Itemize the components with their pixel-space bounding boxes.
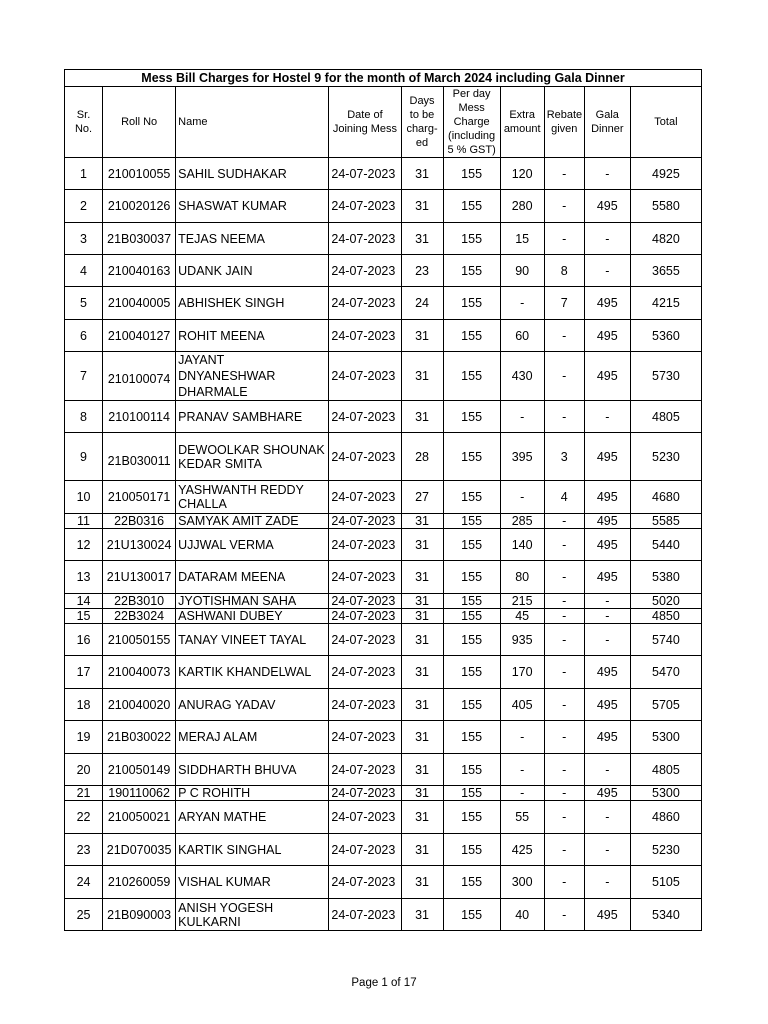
cell-doj: 24-07-2023	[329, 624, 401, 656]
cell-roll: 210040005	[103, 287, 176, 320]
table-row	[65, 401, 702, 433]
cell-total: 5740	[630, 624, 701, 656]
cell-total: 5020	[630, 594, 701, 609]
cell-roll: 210020126	[103, 190, 176, 223]
table-row	[65, 689, 702, 721]
cell-extra: 405	[500, 689, 544, 721]
cell-rebate: -	[544, 514, 584, 529]
mess-bill-table	[64, 69, 702, 931]
cell-sr: 5	[65, 287, 103, 320]
cell-gala: 495	[584, 689, 630, 721]
cell-total: 4820	[630, 223, 701, 255]
cell-roll: 210100114	[103, 401, 176, 433]
cell-name: PRANAV SAMBHARE	[176, 401, 329, 433]
cell-gala: 495	[584, 786, 630, 801]
cell-extra: 80	[500, 561, 544, 594]
cell-total: 5230	[630, 433, 701, 481]
table-row	[65, 223, 702, 255]
table-row	[65, 320, 702, 352]
cell-days: 31	[401, 656, 443, 689]
cell-roll: 210010055	[103, 158, 176, 190]
cell-roll: 210050021	[103, 801, 176, 834]
cell-extra: 120	[500, 158, 544, 190]
cell-rebate: -	[544, 624, 584, 656]
cell-name: KARTIK SINGHAL	[176, 834, 329, 866]
cell-sr: 16	[65, 624, 103, 656]
cell-doj: 24-07-2023	[329, 223, 401, 255]
cell-gala: -	[584, 594, 630, 609]
cell-name: VISHAL KUMAR	[176, 866, 329, 899]
cell-sr: 9	[65, 433, 103, 481]
cell-rebate: -	[544, 190, 584, 223]
table-body	[65, 158, 702, 931]
cell-roll: 210260059	[103, 866, 176, 899]
cell-sr: 24	[65, 866, 103, 899]
cell-gala: -	[584, 866, 630, 899]
cell-rebate: -	[544, 689, 584, 721]
cell-rebate: -	[544, 352, 584, 401]
cell-gala: -	[584, 158, 630, 190]
header-per-day-charge: Per day Mess Charge (including 5 % GST)	[443, 87, 500, 158]
cell-name: JYOTISHMAN SAHA	[176, 594, 329, 609]
cell-roll: 21B030011	[103, 433, 176, 481]
cell-name: SAMYAK AMIT ZADE	[176, 514, 329, 529]
cell-sr: 20	[65, 754, 103, 786]
cell-name: UJJWAL VERMA	[176, 529, 329, 561]
cell-name: P C ROHITH	[176, 786, 329, 801]
cell-gala: 495	[584, 320, 630, 352]
cell-roll: 210040020	[103, 689, 176, 721]
cell-perday: 155	[443, 223, 500, 255]
header-date-of-joining: Date of Joining Mess	[329, 87, 401, 158]
header-gala-dinner: Gala Dinner	[584, 87, 630, 158]
cell-extra: 425	[500, 834, 544, 866]
cell-total: 5580	[630, 190, 701, 223]
cell-total: 5360	[630, 320, 701, 352]
table-row	[65, 721, 702, 754]
cell-name: ANISH YOGESH KULKARNI	[176, 899, 329, 931]
cell-days: 31	[401, 401, 443, 433]
cell-perday: 155	[443, 754, 500, 786]
cell-roll: 21U130024	[103, 529, 176, 561]
cell-gala: 495	[584, 514, 630, 529]
cell-rebate: 7	[544, 287, 584, 320]
cell-name-text: JAYANT DNYANESHWAR DHARMALE	[178, 353, 276, 399]
cell-roll: 22B0316	[103, 514, 176, 529]
cell-extra: 215	[500, 594, 544, 609]
cell-days: 23	[401, 255, 443, 287]
cell-extra: 280	[500, 190, 544, 223]
cell-sr: 1	[65, 158, 103, 190]
cell-sr: 25	[65, 899, 103, 931]
cell-gala: -	[584, 609, 630, 624]
cell-perday: 155	[443, 320, 500, 352]
cell-rebate: -	[544, 223, 584, 255]
cell-doj: 24-07-2023	[329, 786, 401, 801]
cell-sr: 6	[65, 320, 103, 352]
cell-total: 5105	[630, 866, 701, 899]
cell-perday: 155	[443, 899, 500, 931]
cell-doj: 24-07-2023	[329, 287, 401, 320]
cell-gala: 495	[584, 529, 630, 561]
cell-sr: 11	[65, 514, 103, 529]
cell-rebate: -	[544, 721, 584, 754]
cell-days: 24	[401, 287, 443, 320]
header-rebate-given: Rebate given	[544, 87, 584, 158]
cell-days: 28	[401, 433, 443, 481]
cell-extra: 45	[500, 609, 544, 624]
cell-roll: 210040163	[103, 255, 176, 287]
cell-sr: 10	[65, 481, 103, 514]
cell-days: 31	[401, 624, 443, 656]
header-extra-amount: Extra amount	[500, 87, 544, 158]
cell-gala: 495	[584, 287, 630, 320]
cell-name: ROHIT MEENA	[176, 320, 329, 352]
cell-days: 31	[401, 594, 443, 609]
cell-sr: 23	[65, 834, 103, 866]
cell-perday: 155	[443, 834, 500, 866]
cell-name: ANURAG YADAV	[176, 689, 329, 721]
cell-total: 5730	[630, 352, 701, 401]
cell-extra: -	[500, 721, 544, 754]
cell-extra: 395	[500, 433, 544, 481]
cell-extra: -	[500, 754, 544, 786]
cell-gala: -	[584, 801, 630, 834]
cell-roll: 21B090003	[103, 899, 176, 931]
cell-doj: 24-07-2023	[329, 689, 401, 721]
cell-doj: 24-07-2023	[329, 866, 401, 899]
cell-sr: 15	[65, 609, 103, 624]
table-row	[65, 352, 702, 401]
header-sr-no: Sr. No.	[65, 87, 103, 158]
cell-perday: 155	[443, 255, 500, 287]
cell-gala: 495	[584, 656, 630, 689]
cell-extra: 60	[500, 320, 544, 352]
table-row	[65, 561, 702, 594]
cell-extra: 170	[500, 656, 544, 689]
cell-gala: -	[584, 834, 630, 866]
header-roll-no: Roll No	[103, 87, 176, 158]
cell-name: DEWOOLKAR SHOUNAK KEDAR SMITA	[176, 433, 329, 481]
cell-gala: -	[584, 255, 630, 287]
cell-rebate: -	[544, 594, 584, 609]
table-row	[65, 529, 702, 561]
cell-doj: 24-07-2023	[329, 433, 401, 481]
cell-gala: -	[584, 624, 630, 656]
table-row	[65, 754, 702, 786]
table-row	[65, 594, 702, 609]
cell-rebate: -	[544, 561, 584, 594]
table-row	[65, 433, 702, 481]
table-row	[65, 801, 702, 834]
cell-doj: 24-07-2023	[329, 529, 401, 561]
cell-rebate: -	[544, 656, 584, 689]
cell-doj: 24-07-2023	[329, 401, 401, 433]
cell-total: 4860	[630, 801, 701, 834]
cell-total: 5470	[630, 656, 701, 689]
cell-total: 5380	[630, 561, 701, 594]
cell-extra: 55	[500, 801, 544, 834]
cell-rebate: 3	[544, 433, 584, 481]
cell-total: 5230	[630, 834, 701, 866]
cell-name: ARYAN MATHE	[176, 801, 329, 834]
cell-doj: 24-07-2023	[329, 352, 401, 401]
cell-roll: 21D070035	[103, 834, 176, 866]
cell-perday: 155	[443, 689, 500, 721]
cell-perday: 155	[443, 287, 500, 320]
cell-extra: -	[500, 786, 544, 801]
cell-total: 4925	[630, 158, 701, 190]
cell-extra: 140	[500, 529, 544, 561]
cell-perday: 155	[443, 158, 500, 190]
cell-name: KARTIK KHANDELWAL	[176, 656, 329, 689]
cell-rebate: -	[544, 320, 584, 352]
cell-sr: 7	[65, 352, 103, 401]
cell-roll: 22B3024	[103, 609, 176, 624]
cell-total: 4850	[630, 609, 701, 624]
cell-doj: 24-07-2023	[329, 834, 401, 866]
cell-doj: 24-07-2023	[329, 561, 401, 594]
cell-gala: 495	[584, 433, 630, 481]
cell-doj: 24-07-2023	[329, 255, 401, 287]
cell-total: 5440	[630, 529, 701, 561]
cell-rebate: -	[544, 866, 584, 899]
cell-roll: 21B030022	[103, 721, 176, 754]
cell-sr: 14	[65, 594, 103, 609]
cell-perday: 155	[443, 721, 500, 754]
cell-days: 31	[401, 320, 443, 352]
cell-name: SIDDHARTH BHUVA	[176, 754, 329, 786]
table-row	[65, 834, 702, 866]
cell-roll: 22B3010	[103, 594, 176, 609]
cell-perday: 155	[443, 481, 500, 514]
cell-name	[176, 352, 329, 401]
table-row	[65, 656, 702, 689]
cell-rebate: -	[544, 834, 584, 866]
cell-extra: 430	[500, 352, 544, 401]
cell-perday: 155	[443, 529, 500, 561]
cell-name: ASHWANI DUBEY	[176, 609, 329, 624]
cell-roll: 210040127	[103, 320, 176, 352]
cell-sr: 12	[65, 529, 103, 561]
cell-days: 31	[401, 754, 443, 786]
cell-roll: 210040073	[103, 656, 176, 689]
cell-roll: 210100074	[103, 352, 176, 401]
cell-rebate: -	[544, 158, 584, 190]
cell-total: 4805	[630, 754, 701, 786]
cell-sr: 21	[65, 786, 103, 801]
cell-extra: -	[500, 287, 544, 320]
cell-roll: 210050171	[103, 481, 176, 514]
cell-days: 31	[401, 609, 443, 624]
cell-days: 31	[401, 689, 443, 721]
cell-sr: 2	[65, 190, 103, 223]
cell-roll: 210050149	[103, 754, 176, 786]
cell-doj: 24-07-2023	[329, 320, 401, 352]
cell-name: TEJAS NEEMA	[176, 223, 329, 255]
cell-extra: -	[500, 481, 544, 514]
cell-gala: 495	[584, 561, 630, 594]
cell-doj: 24-07-2023	[329, 899, 401, 931]
cell-extra: 935	[500, 624, 544, 656]
cell-extra: 285	[500, 514, 544, 529]
cell-days: 31	[401, 786, 443, 801]
cell-sr: 19	[65, 721, 103, 754]
cell-sr: 3	[65, 223, 103, 255]
cell-roll: 210050155	[103, 624, 176, 656]
cell-gala: -	[584, 401, 630, 433]
cell-doj: 24-07-2023	[329, 754, 401, 786]
cell-extra: 90	[500, 255, 544, 287]
cell-days: 31	[401, 529, 443, 561]
cell-days: 31	[401, 190, 443, 223]
cell-perday: 155	[443, 352, 500, 401]
cell-gala: 495	[584, 899, 630, 931]
table-row	[65, 481, 702, 514]
cell-days: 31	[401, 158, 443, 190]
cell-gala: -	[584, 754, 630, 786]
cell-doj: 24-07-2023	[329, 481, 401, 514]
cell-days: 31	[401, 352, 443, 401]
cell-total: 4680	[630, 481, 701, 514]
cell-name: ABHISHEK SINGH	[176, 287, 329, 320]
table-row	[65, 190, 702, 223]
cell-roll: 21U130017	[103, 561, 176, 594]
cell-rebate: 4	[544, 481, 584, 514]
cell-rebate: -	[544, 401, 584, 433]
cell-extra: 300	[500, 866, 544, 899]
cell-rebate: -	[544, 786, 584, 801]
cell-extra: 40	[500, 899, 544, 931]
header-name: Name	[176, 87, 329, 158]
cell-perday: 155	[443, 609, 500, 624]
cell-doj: 24-07-2023	[329, 801, 401, 834]
header-total: Total	[630, 87, 701, 158]
cell-rebate: -	[544, 754, 584, 786]
cell-perday: 155	[443, 561, 500, 594]
cell-sr: 8	[65, 401, 103, 433]
cell-sr: 4	[65, 255, 103, 287]
cell-days: 31	[401, 561, 443, 594]
table-row	[65, 514, 702, 529]
cell-name: TANAY VINEET TAYAL	[176, 624, 329, 656]
cell-perday: 155	[443, 656, 500, 689]
cell-days: 31	[401, 223, 443, 255]
table-row	[65, 609, 702, 624]
page-footer: Page 1 of 17	[351, 977, 417, 989]
cell-roll: 190110062	[103, 786, 176, 801]
cell-perday: 155	[443, 514, 500, 529]
cell-name: UDANK JAIN	[176, 255, 329, 287]
cell-rebate: -	[544, 801, 584, 834]
cell-name: SHASWAT KUMAR	[176, 190, 329, 223]
cell-name: YASHWANTH REDDY CHALLA	[176, 481, 329, 514]
cell-extra: 15	[500, 223, 544, 255]
cell-total: 5300	[630, 786, 701, 801]
cell-perday: 155	[443, 624, 500, 656]
cell-days: 31	[401, 721, 443, 754]
cell-doj: 24-07-2023	[329, 609, 401, 624]
cell-gala: 495	[584, 481, 630, 514]
cell-name: SAHIL SUDHAKAR	[176, 158, 329, 190]
cell-total: 3655	[630, 255, 701, 287]
cell-total: 5300	[630, 721, 701, 754]
cell-sr: 13	[65, 561, 103, 594]
cell-perday: 155	[443, 594, 500, 609]
cell-sr: 18	[65, 689, 103, 721]
cell-gala: -	[584, 223, 630, 255]
cell-gala: 495	[584, 352, 630, 401]
cell-total: 5340	[630, 899, 701, 931]
cell-days: 31	[401, 834, 443, 866]
cell-sr: 17	[65, 656, 103, 689]
cell-rebate: -	[544, 609, 584, 624]
cell-rebate: 8	[544, 255, 584, 287]
cell-name: MERAJ ALAM	[176, 721, 329, 754]
cell-doj: 24-07-2023	[329, 514, 401, 529]
cell-total: 5705	[630, 689, 701, 721]
cell-perday: 155	[443, 433, 500, 481]
cell-perday: 155	[443, 190, 500, 223]
cell-doj: 24-07-2023	[329, 158, 401, 190]
cell-gala: 495	[584, 721, 630, 754]
cell-perday: 155	[443, 401, 500, 433]
cell-days: 31	[401, 801, 443, 834]
cell-perday: 155	[443, 866, 500, 899]
table-row	[65, 786, 702, 801]
table-row	[65, 287, 702, 320]
cell-sr: 22	[65, 801, 103, 834]
table-title: Mess Bill Charges for Hostel 9 for the month of March 2024 including Gala Dinner	[65, 70, 702, 87]
cell-rebate: -	[544, 899, 584, 931]
cell-roll: 21B030037	[103, 223, 176, 255]
cell-days: 31	[401, 514, 443, 529]
table-row	[65, 624, 702, 656]
cell-doj: 24-07-2023	[329, 190, 401, 223]
cell-doj: 24-07-2023	[329, 594, 401, 609]
table-row	[65, 866, 702, 899]
cell-total: 4805	[630, 401, 701, 433]
cell-perday: 155	[443, 786, 500, 801]
cell-doj: 24-07-2023	[329, 721, 401, 754]
cell-days: 31	[401, 899, 443, 931]
cell-days: 31	[401, 866, 443, 899]
cell-gala: 495	[584, 190, 630, 223]
table-row	[65, 255, 702, 287]
table-row	[65, 899, 702, 931]
cell-doj: 24-07-2023	[329, 656, 401, 689]
cell-total: 4215	[630, 287, 701, 320]
cell-total: 5585	[630, 514, 701, 529]
cell-rebate: -	[544, 529, 584, 561]
cell-extra: -	[500, 401, 544, 433]
cell-days: 27	[401, 481, 443, 514]
cell-perday: 155	[443, 801, 500, 834]
cell-name: DATARAM MEENA	[176, 561, 329, 594]
table-row	[65, 158, 702, 190]
header-days-charged: Days to be charg-ed	[401, 87, 443, 158]
